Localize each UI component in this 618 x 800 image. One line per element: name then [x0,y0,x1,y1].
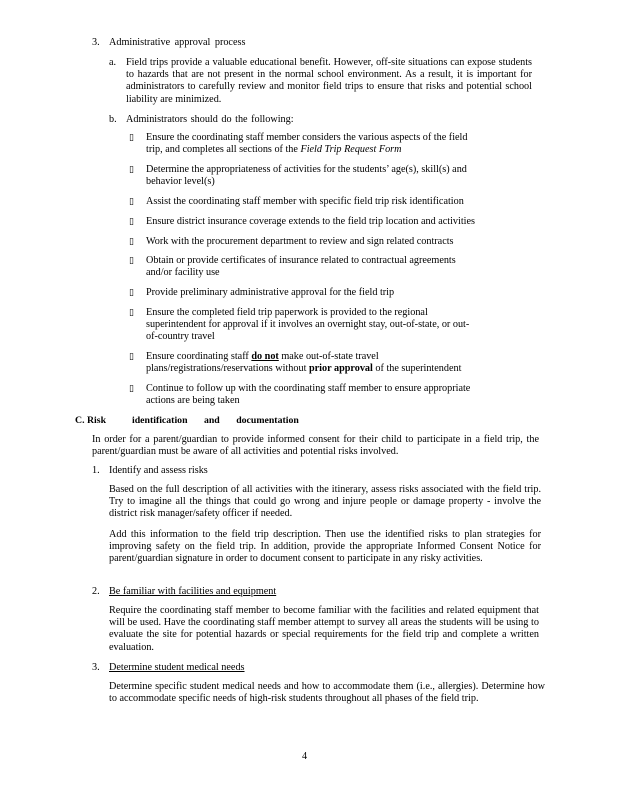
bullet-item-line: behavior level(s) [146,176,215,187]
c1-paragraph-1: Based on the full description of all activities with the itinerary, assess risks associated with the field trip. Try to imagine all the things that could go wrong and injure people or damage property - involve the district risk manager/safety officer if needed. [109,484,541,520]
bullet-item: Ensure coordinating staff do not make out-of-state travel [146,351,379,362]
bullet-item: Ensure district insurance coverage extends to the field trip location and activities [146,216,475,227]
bullet-item: Determine the appropriateness of activities for the students’ age(s), skill(s) and [146,164,467,175]
bullet-item-line: superintendent for approval if it involves an overnight stay, out-of-state, or out- [146,319,470,330]
c2-paragraph-1: Require the coordinating staff member to become familiar with the facilities and related equipment that will be used. Have the coordinating staff member attempt to survey all areas the students will be using to evaluate the site for potential hazards or special requirements for the field trip and complete a written evaluation. [109,605,539,653]
bullet-item-line: actions are being taken [146,395,240,406]
c3-title: Determine student medical needs [109,662,245,673]
form-name: Field Trip Request Form [300,144,402,155]
do-not-emphasis: do not [251,351,279,362]
c1-paragraph-2: Add this information to the field trip description. Then use the identified risks to plan strategies for improving safety on the field trip. In addition, provide the appropriate Informed Consent Notice for parent/guardian signature in order to document consent to participate in any risky activities. [109,529,541,565]
bullet-icon: ▯ [129,288,134,298]
bullet-icon: ▯ [129,308,134,318]
c2-number: 2. [92,586,100,597]
bullet-icon: ▯ [129,217,134,227]
bullet-item: Assist the coordinating staff member with specific field trip risk identification [146,196,464,207]
bullet-item-line: plans/registrations/reservations without prior approval of the superintendent [146,363,462,374]
section-c-label: C. Risk [75,415,107,426]
bullet-icon: ▯ [129,197,134,207]
c3-paragraph-1: Determine specific student medical needs and how to accommodate them (i.e., allergies). Determine how to accommodate specific needs of high-risk students throughout all phases of the field trip. [109,681,545,705]
bullet-icon: ▯ [129,256,134,266]
item-a-paragraph: Field trips provide a valuable educational benefit. However, off-site situations can expose students to hazards that are not present in the normal school environment. As a result, it is important for administrators to carefully review and monitor field trips to ensure that risks and potential school liability are minimized. [126,57,532,105]
bullet-icon: ▯ [129,237,134,247]
section-3-title: Administrative approval process [109,37,246,48]
bullet-item-line: and/or facility use [146,267,220,278]
prior-approval-emphasis: prior approval [308,363,373,374]
c1-title: Identify and assess risks [109,465,208,476]
item-a-label: a. [109,57,117,68]
bullet-icon: ▯ [129,133,134,143]
c1-number: 1. [92,465,100,476]
c2-title: Be familiar with facilities and equipment [109,586,277,597]
bullet-item: Ensure the coordinating staff member considers the various aspects of the field [146,132,468,143]
bullet-icon: ▯ [129,352,134,362]
bullet-icon: ▯ [129,165,134,175]
section-c-intro: In order for a parent/guardian to provide informed consent for their child to participate in a field trip, the parent/guardian must be aware of all activities and potential risks involved. [92,434,539,458]
page-number: 4 [302,751,308,762]
item-b-intro: Administrators should do the following: [126,114,294,125]
section-3-number: 3. [92,37,100,48]
bullet-item: Obtain or provide certificates of insurance related to contractual agreements [146,255,456,266]
bullet-item-line: trip, and completes all sections of the Field Trip Request Form [146,144,402,155]
bullet-item: Ensure the completed field trip paperwork is provided to the regional [146,307,428,318]
section-c-title: identification and documentation [132,415,299,426]
bullet-item: Provide preliminary administrative approval for the field trip [146,287,395,298]
item-b-label: b. [109,114,117,125]
bullet-item: Continue to follow up with the coordinating staff member to ensure appropriate [146,383,471,394]
bullet-item-line: of-country travel [146,331,215,342]
bullet-item: Work with the procurement department to review and sign related contracts [146,236,454,247]
c3-number: 3. [92,662,100,673]
bullet-icon: ▯ [129,384,134,394]
